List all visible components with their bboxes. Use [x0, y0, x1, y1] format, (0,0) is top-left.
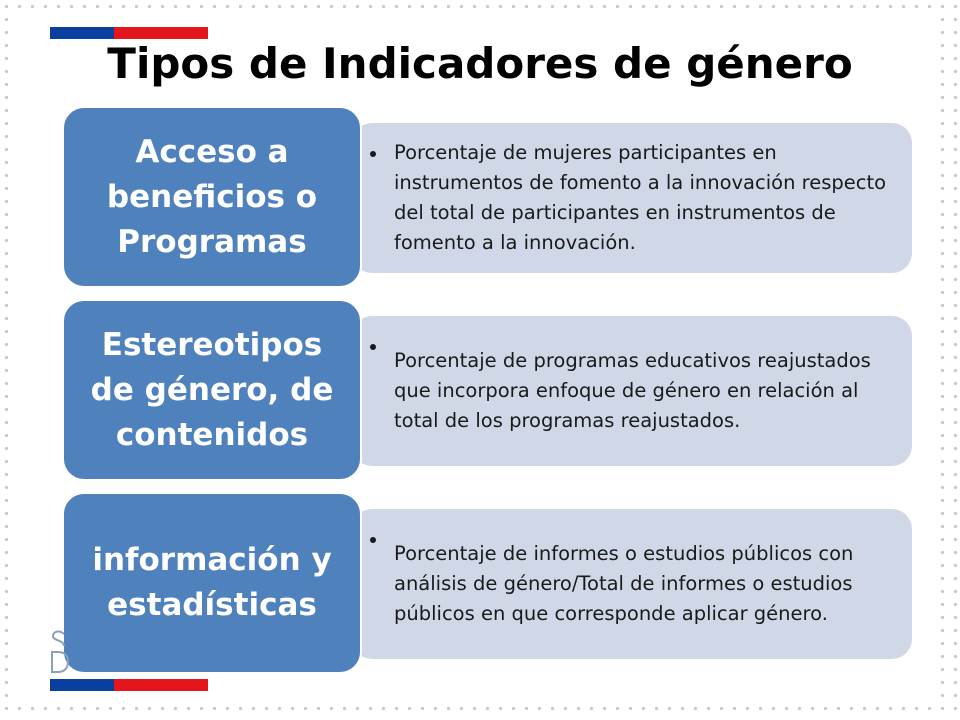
bullet-icon: [370, 316, 376, 466]
indicator-row: [62, 106, 912, 288]
slide-title: Tipos de Indicadores de género: [107, 39, 853, 88]
indicator-description-panel: [352, 316, 912, 466]
bullet-icon: [370, 509, 376, 659]
indicator-description-panel: [352, 509, 912, 659]
flag-blue-segment: [50, 679, 114, 691]
indicator-category-box: [62, 299, 362, 481]
indicator-category: Estereotipos de género, de contenidos: [90, 326, 334, 453]
indicator-category: información y estadísticas: [92, 542, 332, 623]
indicator-description-panel: [352, 123, 912, 273]
indicator-category-box: [62, 106, 362, 288]
indicator-description: Porcentaje de programas educativos reajustados que incorpora enfoque de género en relación al total de los programas reajustados.: [394, 349, 871, 432]
indicator-category: Acceso a beneficios o Programas: [106, 133, 318, 260]
indicator-row: [62, 492, 912, 674]
flag-stripe-bottom: [50, 679, 208, 691]
bullet-icon: [370, 123, 376, 273]
indicator-category-box: [62, 492, 362, 674]
flag-red-segment: [114, 679, 208, 691]
indicator-description: Porcentaje de mujeres participantes en instrumentos de fomento a la innovación respecto del total de participantes en instrumentos de fomento a la innovación.: [394, 141, 887, 254]
indicator-row: [62, 299, 912, 481]
ministry-logo-fragment: [50, 628, 70, 674]
indicator-description: Porcentaje de informes o estudios públicos con análisis de género/Total de informes o estudios públicos en que corresponde aplicar género.: [394, 542, 854, 625]
